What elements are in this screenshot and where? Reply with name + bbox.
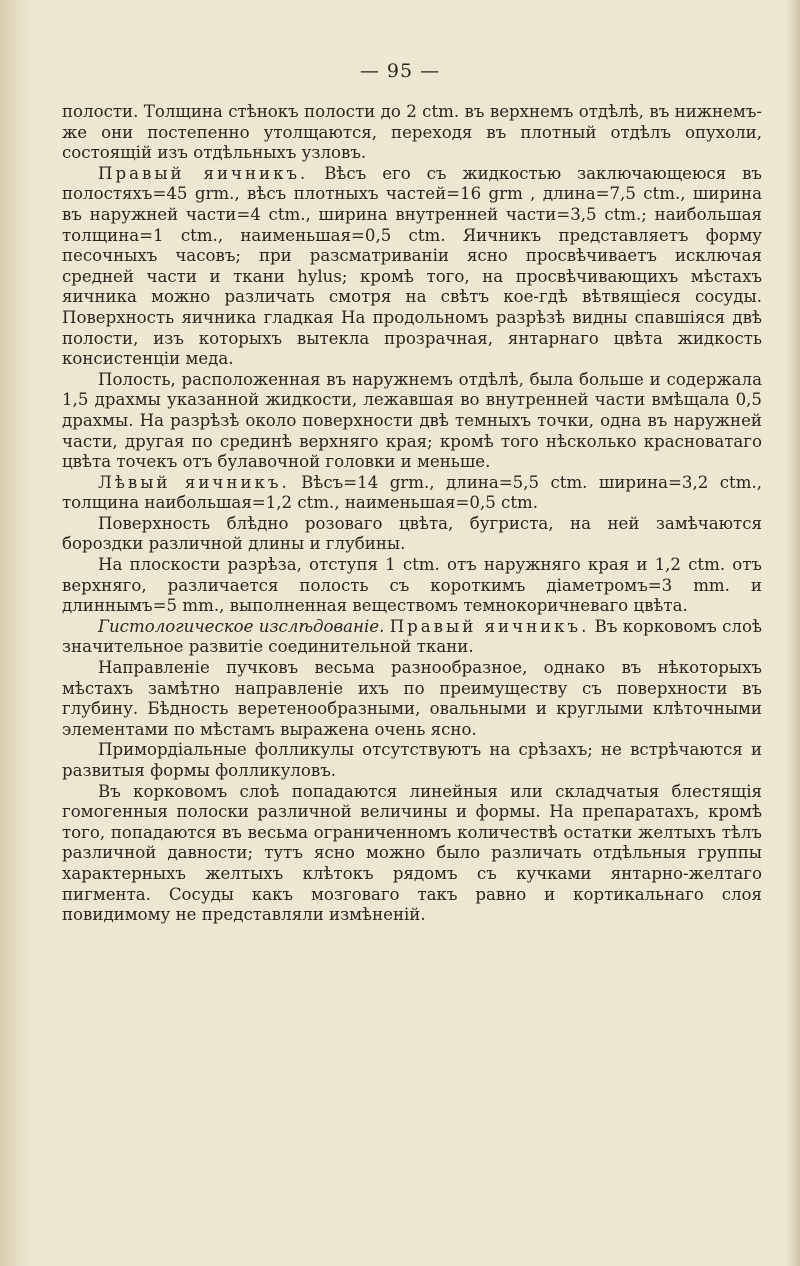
spaced-heading: Правый яичникъ. [98,163,309,183]
body-text [62,102,762,926]
text-run: Въ корковомъ слоѣ значительное развитіе соединительной ткани. [62,616,762,657]
page-left-edge [0,0,34,1266]
page-number: — 95 — [359,60,441,82]
text-run: Полость, расположенная въ наружнемъ отдѣлѣ, была больше и содержала 1,5 драхмы указанной жидкости, лежавшая во внутренней части вмѣщала 0,5 драхмы. На разрѣзѣ около поверхности двѣ темныхъ точки, одна въ наружней части, другая по срединѣ верхняго края; кромѣ того нѣсколько красноватаго цвѣта точекъ отъ булавочной головки и меньше. [62,369,762,472]
paragraph [62,782,762,926]
text-run: Примордіальные фолликулы отсутствуютъ на срѣзахъ; не встрѣчаются и развитыя формы фолликуловъ. [62,740,762,780]
paragraph [62,164,762,370]
text-run: Вѣсъ его съ жидкостью заключающеюся въ полостяхъ=45 grm., вѣсъ плотныхъ частей=16 grm , длина=7,5 ctm., ширина въ наружней части=4 ctm., ширина внутренней части=3,5 ctm.; наибольшая толщина=1 ctm., наименьшая=0,5 ctm. Яичникъ представляетъ форму песочныхъ часовъ; при разсматриваніи ясно просвѣчиваетъ исключая средней части и ткани hylus; кромѣ того, на просвѣчивающихъ мѣстахъ яичника можно различать смотря на свѣтъ кое-гдѣ вѣтвящіеся сосуды. Поверхность яичника гладкая На продольномъ разрѣзѣ видны спавшіяся двѣ полости, изъ которыхъ вытекла прозрачная, янтарнаго цвѣта жидкость консистенціи меда. [62,163,762,369]
text-run: Направленіе пучковъ весьма разнообразное, однако въ нѣкоторыхъ мѣстахъ замѣтно направленіе ихъ по преимуществу съ поверхности въ глубину. Бѣдность веретенообразными, овальными и круглыми клѣточными элементами по мѣстамъ выражена очень ясно. [62,658,762,739]
page-right-edge [786,0,800,1266]
text-run: Вѣсъ=14 grm., длина=5,5 ctm. ширина=3,2 ctm., толщина наибольшая=1,2 ctm., наименьшая=0,5 ctm. [62,472,762,513]
paragraph [62,740,762,781]
paragraph [62,658,762,740]
text-run: Въ корковомъ слоѣ попадаются линейныя или складчатыя блестящія гомогенныя полоски различной величины и формы. На препаратахъ, кромѣ того, попадаются въ весьма ограниченномъ количествѣ остатки желтыхъ тѣлъ различной давности; тутъ ясно можно было различать отдѣльныя группы характерныхъ желтыхъ клѣтокъ рядомъ съ кучками янтарно-желтаго пигмента. Сосуды какъ мозговаго такъ равно и кортикальнаго слоя повидимому не представляли измѣненій. [62,781,762,925]
paragraph [62,514,762,555]
spaced-heading: Лѣвый яичникъ. [98,472,290,492]
text-run: На плоскости разрѣза, отступя 1 ctm. отъ наружняго края и 1,2 ctm. отъ верхняго, различается полость съ короткимъ діаметромъ=3 mm. и длиннымъ=5 mm., выполненная веществомъ темнокоричневаго цвѣта. [62,555,762,616]
spaced-heading: Правый яичникъ. [389,616,590,636]
paragraph [62,617,762,658]
paragraph [62,555,762,617]
text-run: полости. Толщина стѣнокъ полости до 2 ctm. въ верхнемъ отдѣлѣ, въ нижнемъ-же они постепенно утолщаются, переходя въ плотный отдѣлъ опухоли, состоящій изъ отдѣльныхъ узловъ. [62,102,762,163]
paragraph [62,102,762,164]
paragraph [62,370,762,473]
text-run: Поверхность блѣдно розоваго цвѣта, бугриста, на ней замѣчаются бороздки различной длины и глубины. [62,513,762,554]
italic-heading: Гистологическое изслѣдованіе. [98,616,385,636]
paragraph [62,473,762,514]
